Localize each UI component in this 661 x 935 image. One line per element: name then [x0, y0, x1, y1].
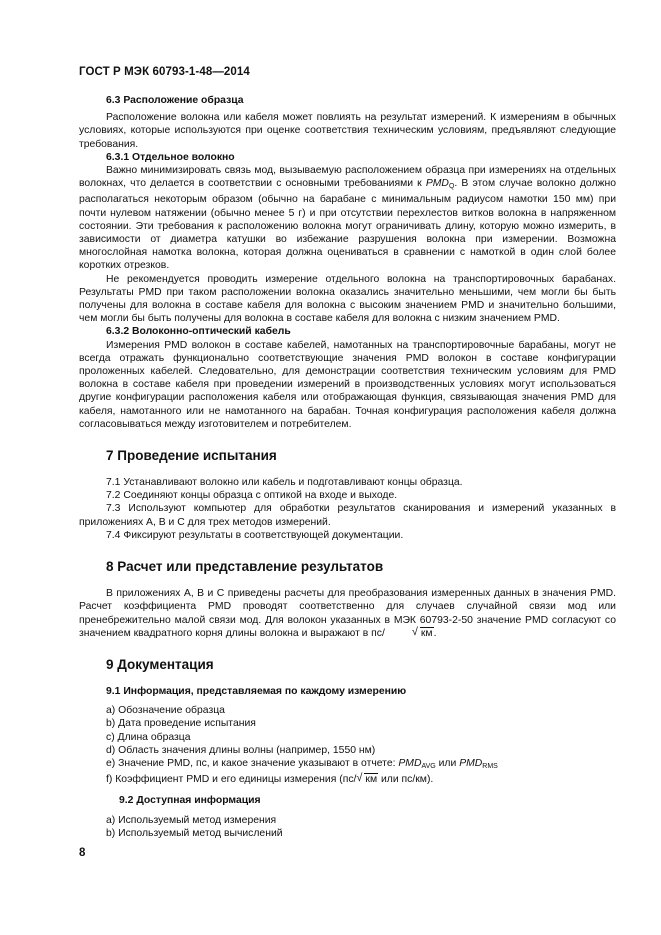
paragraph: Важно минимизировать связь мод, вызываемую расположением образца при измерениях на отдельных волокнах, что делается в соответствии с основными требованиями к $PMD_Q$. В этом случае волокно должно располагаться некоторым образом (обычно на барабане с минимальным радиусом намотки 150 мм) при почти нулевом натяжении (обычно менее 5 г) и при отсутствии перехлестов витков волокна в напряженном состоянии. Эти требования к расположению волокна могут ограничивать длину, которую можно измерить, в зависимости от диаметра катушки во избежание разрушения волокна при измерении. Возможна многослойная намотка волокна, которая должна оцениваться в сравнении с намоткой в один слой более коротких отрезков. [79, 165, 616, 272]
list-item: а) Обозначение образца [106, 705, 225, 717]
list-item: d) Область значения длины волны (например, 1550 нм) [106, 744, 376, 756]
document-header: ГОСТ Р МЭК 60793-1-48—2014 [79, 66, 250, 78]
section-8-title: 8 Расчет или представление результатов [106, 559, 384, 575]
list-item: 7.3 Используют компьютер для обработки результатов сканирования и измерений указанных в приложениях А, В и С для трех методов измерений. [79, 503, 616, 528]
section-9-1-title: 9.1 Информация, представляемая по каждому измерению [106, 685, 407, 697]
paragraph: Не рекомендуется проводить измерение отдельного волокна на транспортировочных барабанах. Результаты PMD при таком расположении волокна оказались значительно меньшими, чем могли бы быть получены для волокна в составе кабеля для волокна с высоким значением PMD и значительно большими, чем могли бы быть получены для волокна в составе кабеля для волокна с низким значением PMD. [79, 273, 616, 325]
section-9-2-title: 9.2 Доступная информация [119, 795, 261, 807]
section-7-title: 7 Проведение испытания [106, 448, 277, 464]
list-item: 7.1 Устанавливают волокно или кабель и подготавливают концы образца. [106, 477, 463, 489]
sqrt-symbol: √ км [356, 772, 378, 786]
section-9-title: 9 Документация [106, 656, 214, 672]
paragraph: Измерения PMD волокон в составе кабелей, намотанных на транспортировочные барабаны, могут не всегда отражать функционально соответствующие значения PMD волокон в составе конфигурации проложенных кабелей. Следовательно, для демонстрации соответствия техническим условиям для PMD волокна в составе кабеля при проведении измерений в производственных условиях могут использоваться другие конфигурации расположения кабеля или отображающая функция, связывающая значения PMD для кабеля, намотанного или не намотанного на барабан. Точная конфигурация расположения кабеля должна согласовываться между изготовителем и потребителем. [79, 339, 616, 430]
list-item: b) Используемый метод вычислений [106, 827, 283, 839]
paragraph: Расположение волокна или кабеля может повлиять на результат измерений. К измерениям в обычных условиях, которые используются при оценке соответствия техническим условиям, предъявляют следующие требования. [79, 112, 616, 150]
list-item: f) Коэффициент PMD и его единицы измерения (пс/ √ км или пс/км). [106, 772, 434, 786]
section-6-3-title: 6.3 Расположение образца [106, 95, 244, 106]
document-body [79, 94, 616, 840]
paragraph: В приложениях А, В и С приведены расчеты для преобразования измеренных данных в значения PMD. Расчет коэффициента PMD проводят соответственно для случаев случайной связи мод или пренебрежительно малой связи мод. Для волокон указанных в МЭК 60793-2-50 значение PMD согласуют со значением квадратного корня длины волокна и выражают в пс/ √ км. [79, 588, 616, 639]
section-6-3-2-title: 6.3.2 Волоконно-оптический кабель [106, 326, 291, 338]
list-item: с) Длина образца [106, 731, 191, 743]
sqrt-symbol: √ км [411, 625, 433, 639]
page-number: 8 [79, 847, 86, 859]
list-item: b) Дата проведение испытания [106, 718, 256, 730]
section-6-3-1-title: 6.3.1 Отдельное волокно [106, 151, 235, 163]
list-item: 7.4 Фиксируют результаты в соответствующей документации. [106, 529, 404, 541]
list-item: е) Значение PMD, пс, и какое значение указывают в отчете: $PMD_{AVG}$ или $PMD_{RMS}$ [106, 757, 498, 770]
list-item: а) Используемый метод измерения [106, 814, 277, 826]
list-item: 7.2 Соединяют концы образца с оптикой на входе и выходе. [106, 490, 398, 502]
